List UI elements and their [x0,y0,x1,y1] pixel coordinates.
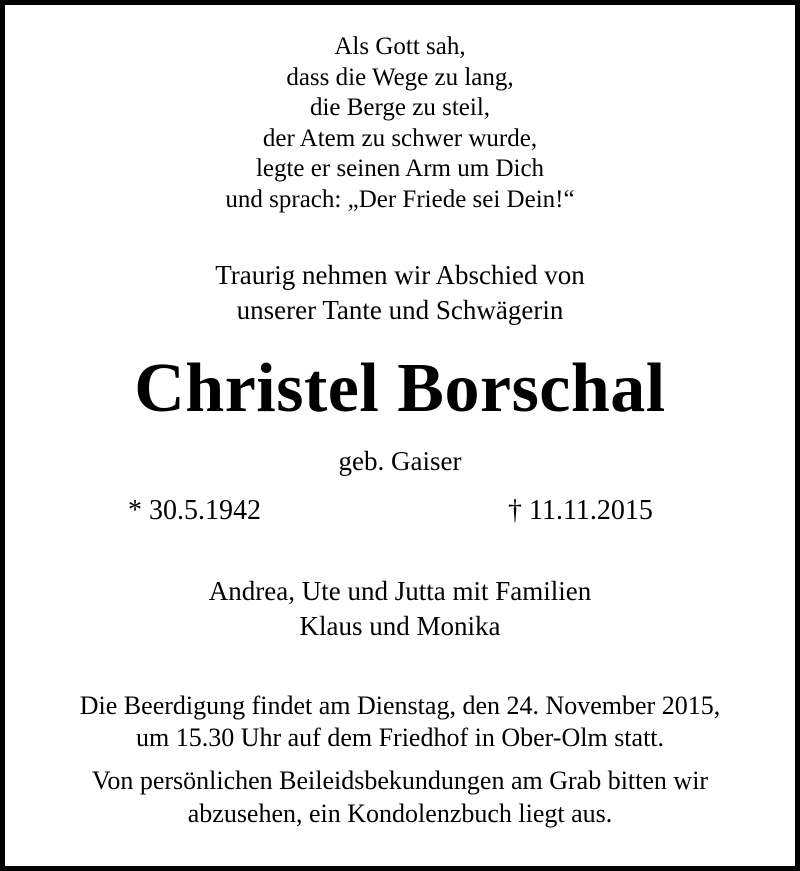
poem-line: Als Gott sah, [334,33,466,60]
condolence-line: abzusehen, ein Kondolenzbuch liegt aus. [187,799,613,828]
poem-line: legte er seinen Arm um Dich [255,155,545,182]
mourners-line: Andrea, Ute und Jutta mit Familien [208,576,592,606]
mourners-line: Klaus und Monika [299,611,501,641]
farewell-intro [0,258,800,328]
death-date: † 11.11.2015 [508,495,653,526]
maiden-name: geb. Gaiser [338,446,462,476]
funeral-line: um 15.30 Uhr auf dem Friedhof in Ober-Olm statt. [135,723,665,752]
poem-line: und sprach: „Der Friede sei Dein!“ [225,185,575,213]
poem [0,32,800,215]
deceased-name: Christel Borschal [134,350,666,427]
intro-line: Traurig nehmen wir Abschied von [215,260,585,290]
poem-line: die Berge zu steil, [309,94,491,121]
funeral-info [0,690,800,754]
birth-date: * 30.5.1942 [128,495,261,526]
funeral-line: Die Beerdigung findet am Dienstag, den 24. November 2015, [79,691,721,720]
condolence-line: Von persönlichen Beileidsbekundungen am Grab bitten wir [91,766,709,795]
condolence-note [0,764,800,830]
poem-line: dass die Wege zu lang, [286,63,514,91]
intro-line: unserer Tante und Schwägerin [236,295,564,325]
poem-line: der Atem zu schwer wurde, [262,124,538,152]
mourners [0,574,800,644]
